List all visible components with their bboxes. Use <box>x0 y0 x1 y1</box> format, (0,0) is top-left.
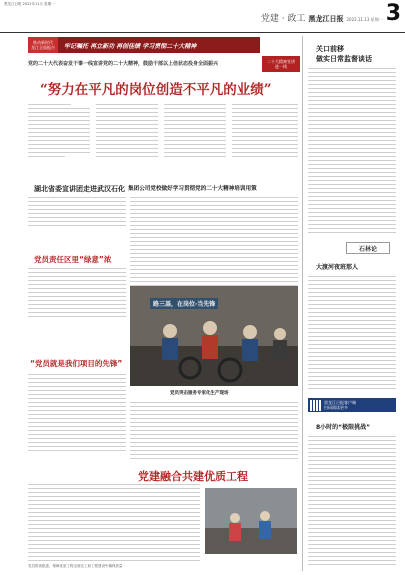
lead-badge-line2: 进一线 <box>275 64 287 69</box>
site-illustration <box>205 488 297 554</box>
bottom-body <box>28 484 200 564</box>
story-2-body <box>130 197 298 289</box>
banner-tag-line1: 推动新时代 <box>33 40 53 45</box>
masthead-right <box>260 1 401 26</box>
story-1-body <box>28 197 126 229</box>
commentary-body <box>308 68 396 236</box>
story-2-title: 集团公司党校做好学习贯彻党的二十大精神培训用策 <box>128 186 257 192</box>
lead-badge <box>262 56 300 72</box>
bottom-headline: 党建融合共建优质工程 <box>138 470 248 483</box>
essay-title: 大渡河夜班那人 <box>316 264 359 271</box>
masthead-rule <box>0 32 405 33</box>
bottom-caption: 党员排查隐患，保障优质工程全面完工和工程建设中确保质量 <box>28 564 123 568</box>
lead-badge-line1: 二十大精神宣讲 <box>267 59 295 64</box>
right-column-rule <box>302 36 303 571</box>
lead-body-col-3 <box>164 104 226 160</box>
photo-caption: 党员突击服务专家化生产现场 <box>170 391 229 396</box>
masthead-info: 黑龙江日报 2022年11月 星期一 <box>4 2 55 6</box>
lead-body-col-2 <box>96 104 158 160</box>
banner-tag <box>28 37 58 53</box>
challenge-title: 8小时的“极限挑战” <box>316 424 371 431</box>
qr-text-line2: 扫码阅读更多 <box>324 405 348 410</box>
lead-body-col-1 <box>28 104 90 160</box>
lead-headline: “努力在平凡的岗位创造不平凡的业绩” <box>40 82 272 98</box>
story-4-title: “党员就是我们项目的先锋” <box>30 359 123 368</box>
challenge-body <box>308 436 396 568</box>
lead-body-col-4 <box>232 104 298 160</box>
masthead <box>0 0 405 32</box>
stamp-cell: 石林论 <box>346 242 390 254</box>
lead-kicker: 党的二十大代表奋发干事一线宣讲党的二十大精神，鼓励干部以上佳状态投身全面振兴 <box>28 61 219 67</box>
column-stamp <box>346 242 394 254</box>
essay-body <box>308 276 396 392</box>
bottom-photo <box>205 488 297 554</box>
story-3-title: 党员责任区里“绿意”浓 <box>34 255 112 264</box>
qr-text <box>324 400 356 410</box>
issue-date: 2022.11.13 星期一 <box>346 17 383 22</box>
photo-screen-label: 路三基，在岗位·当先锋 <box>150 298 218 309</box>
story-4-body-b <box>130 402 298 462</box>
story-3-body <box>28 268 126 320</box>
qr-code-icon <box>310 400 321 411</box>
qr-text-line1: 黑龙江日报客户端 <box>324 400 356 405</box>
campaign-banner <box>28 37 260 53</box>
page-number: 3 <box>385 1 401 26</box>
commentary-title-1: 关口前移 <box>316 45 344 53</box>
commentary-title-2: 做实日常监督谈话 <box>316 55 372 63</box>
qr-promo[interactable] <box>308 398 396 412</box>
story-4-body <box>28 374 126 454</box>
banner-tag-line2: 龙江全面振兴 <box>31 45 55 50</box>
center-photo <box>130 286 298 386</box>
story-1-title: 湖北省委宣讲团走进武汉石化 <box>34 185 125 193</box>
section-name: 党建 · 政工 <box>260 14 306 24</box>
newspaper-logo: 黑龙江日报 <box>308 14 344 23</box>
banner-slogan: 牢记嘱托 再立新功 再创佳绩 学习贯彻二十大精神 <box>64 42 197 50</box>
